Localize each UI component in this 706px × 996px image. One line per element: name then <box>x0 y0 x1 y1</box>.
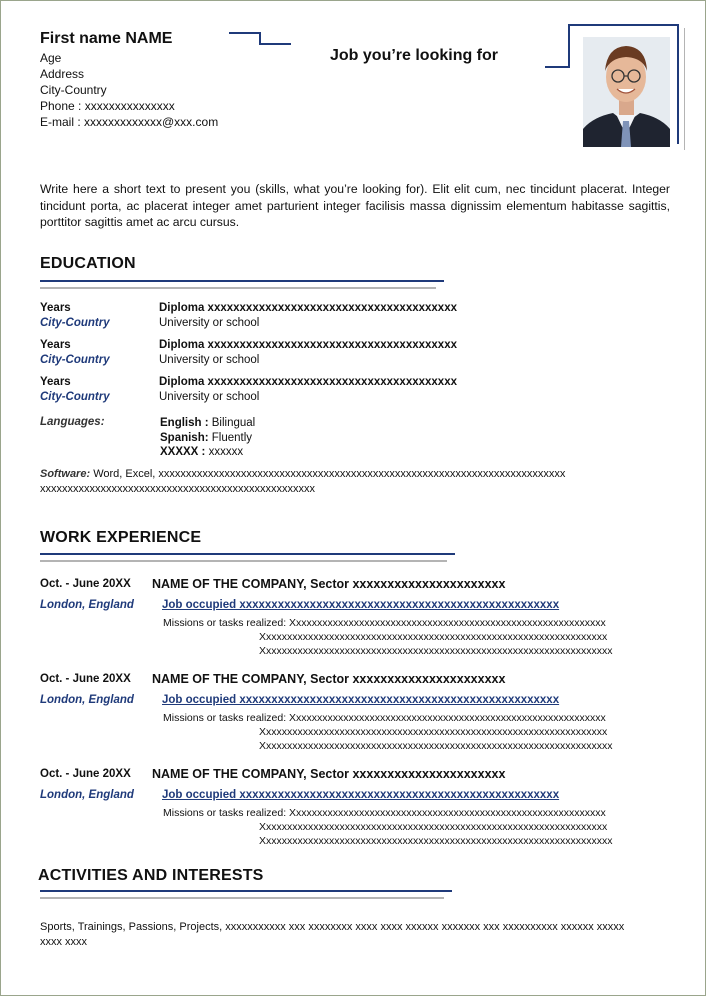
work-tasks-line: Xxxxxxxxxxxxxxxxxxxxxxxxxxxxxxxxxxxxxxxxxxxxxxxxxxxxxxxxxxxxxxxxxxx <box>259 645 613 657</box>
section-rule <box>40 890 452 892</box>
photo-frame-line <box>684 28 685 150</box>
email-text: E-mail : xxxxxxxxxxxxx@xxx.com <box>40 115 219 129</box>
software-block <box>40 467 680 496</box>
work-location: London, England <box>40 694 134 706</box>
edu-place: City-Country <box>40 354 110 366</box>
edu-years: Years <box>40 376 71 388</box>
edu-place: City-Country <box>40 317 110 329</box>
work-tasks-line: Xxxxxxxxxxxxxxxxxxxxxxxxxxxxxxxxxxxxxxxxxxxxxxxxxxxxxxxxxxxxxxxxxxx <box>259 740 613 752</box>
section-rule <box>40 280 444 282</box>
languages-list <box>160 416 255 460</box>
activities-line: xxxx xxxx <box>40 936 88 948</box>
education-heading: EDUCATION <box>40 255 136 272</box>
work-date: Oct. - June 20XX <box>40 578 131 590</box>
phone-text: Phone : xxxxxxxxxxxxxxx <box>40 99 175 113</box>
section-rule <box>40 553 455 555</box>
work-job: Job occupied xxxxxxxxxxxxxxxxxxxxxxxxxxxxxxxxxxxxxxxxxxxxxxxxxx <box>162 599 560 611</box>
contact-block <box>40 50 218 130</box>
job-title: Job you’re looking for <box>330 47 499 64</box>
section-rule <box>40 560 447 562</box>
work-company: NAME OF THE COMPANY, Sector xxxxxxxxxxxxxxxxxxxxxx <box>152 672 506 686</box>
age-text: Age <box>40 51 62 65</box>
edu-school: University or school <box>159 354 260 366</box>
work-job: Job occupied xxxxxxxxxxxxxxxxxxxxxxxxxxxxxxxxxxxxxxxxxxxxxxxxxx <box>162 694 560 706</box>
edu-school: University or school <box>159 317 260 329</box>
photo-frame-line <box>545 66 569 68</box>
activities-text <box>40 920 624 950</box>
edu-years: Years <box>40 339 71 351</box>
edu-diploma: Diploma xxxxxxxxxxxxxxxxxxxxxxxxxxxxxxxxxxxxxxx <box>159 339 457 351</box>
work-tasks-line: Xxxxxxxxxxxxxxxxxxxxxxxxxxxxxxxxxxxxxxxxxxxxxxxxxxxxxxxxxxxxxxxxxx <box>259 821 608 833</box>
work-job: Job occupied xxxxxxxxxxxxxxxxxxxxxxxxxxxxxxxxxxxxxxxxxxxxxxxxxx <box>162 789 560 801</box>
work-date: Oct. - June 20XX <box>40 768 131 780</box>
work-location: London, England <box>40 599 134 611</box>
header-line <box>259 43 291 45</box>
edu-place: City-Country <box>40 391 110 403</box>
work-tasks: Missions or tasks realized: Xxxxxxxxxxxxxxxxxxxxxxxxxxxxxxxxxxxxxxxxxxxxxxxxxxxxxxxxxxxx <box>163 807 606 819</box>
language-item: Spanish: Fluently <box>160 431 253 444</box>
software-line: xxxxxxxxxxxxxxxxxxxxxxxxxxxxxxxxxxxxxxxxxxxxxxxxxx <box>40 482 315 495</box>
photo-frame-line <box>677 24 679 144</box>
work-tasks-line: Xxxxxxxxxxxxxxxxxxxxxxxxxxxxxxxxxxxxxxxxxxxxxxxxxxxxxxxxxxxxxxxxxxx <box>259 835 613 847</box>
section-rule <box>40 287 436 289</box>
activities-line: Sports, Trainings, Passions, Projects, xxxxxxxxxxx xxx xxxxxxxx xxxx xxxx xxxxxx xxxxxxx xxx xxxxxxxxxx xxxxxx xxxxx <box>40 921 625 933</box>
language-item: XXXXX : xxxxxx <box>160 446 244 458</box>
work-date: Oct. - June 20XX <box>40 673 131 685</box>
header-line <box>229 32 260 34</box>
work-tasks-line: Xxxxxxxxxxxxxxxxxxxxxxxxxxxxxxxxxxxxxxxxxxxxxxxxxxxxxxxxxxxxxxxxxx <box>259 631 608 643</box>
address-text: Address <box>40 67 85 81</box>
work-company: NAME OF THE COMPANY, Sector xxxxxxxxxxxxxxxxxxxxxx <box>152 577 506 591</box>
city-country-text: City-Country <box>40 83 107 97</box>
software-line: Software: Word, Excel, xxxxxxxxxxxxxxxxxxxxxxxxxxxxxxxxxxxxxxxxxxxxxxxxxxxxxxxxxxxxxxxxxxxxxxxxxx <box>40 468 566 480</box>
edu-years: Years <box>40 302 71 314</box>
edu-diploma: Diploma xxxxxxxxxxxxxxxxxxxxxxxxxxxxxxxxxxxxxxx <box>159 376 457 388</box>
work-tasks: Missions or tasks realized: Xxxxxxxxxxxxxxxxxxxxxxxxxxxxxxxxxxxxxxxxxxxxxxxxxxxxxxxxxxxx <box>163 712 606 724</box>
edu-school: University or school <box>159 391 260 403</box>
work-tasks-line: Xxxxxxxxxxxxxxxxxxxxxxxxxxxxxxxxxxxxxxxxxxxxxxxxxxxxxxxxxxxxxxxxxx <box>259 726 608 738</box>
activities-heading: ACTIVITIES AND INTERESTS <box>38 867 264 884</box>
edu-diploma: Diploma xxxxxxxxxxxxxxxxxxxxxxxxxxxxxxxxxxxxxxx <box>159 302 457 314</box>
language-item: English : Bilingual <box>160 417 256 429</box>
work-heading: WORK EXPERIENCE <box>40 529 202 546</box>
work-company: NAME OF THE COMPANY, Sector xxxxxxxxxxxxxxxxxxxxxx <box>152 767 506 781</box>
candidate-name: First name NAME <box>40 30 173 47</box>
intro-paragraph: Write here a short text to present you (skills, what you’re looking for). Elit elit cum, nec tincidunt placerat. Integer tincidunt porta, ac placerat integer amet parturient integer facilisis massa dignissim elementum habitasse sagittis, porttitor sagittis amet ac arcu cursus. <box>40 182 670 229</box>
section-rule <box>40 897 444 899</box>
work-tasks: Missions or tasks realized: Xxxxxxxxxxxxxxxxxxxxxxxxxxxxxxxxxxxxxxxxxxxxxxxxxxxxxxxxxxxx <box>163 617 606 629</box>
profile-photo <box>583 37 670 147</box>
photo-frame-line <box>568 24 678 26</box>
photo-frame-line <box>568 24 570 68</box>
work-location: London, England <box>40 789 134 801</box>
languages-label: Languages: <box>40 416 105 428</box>
